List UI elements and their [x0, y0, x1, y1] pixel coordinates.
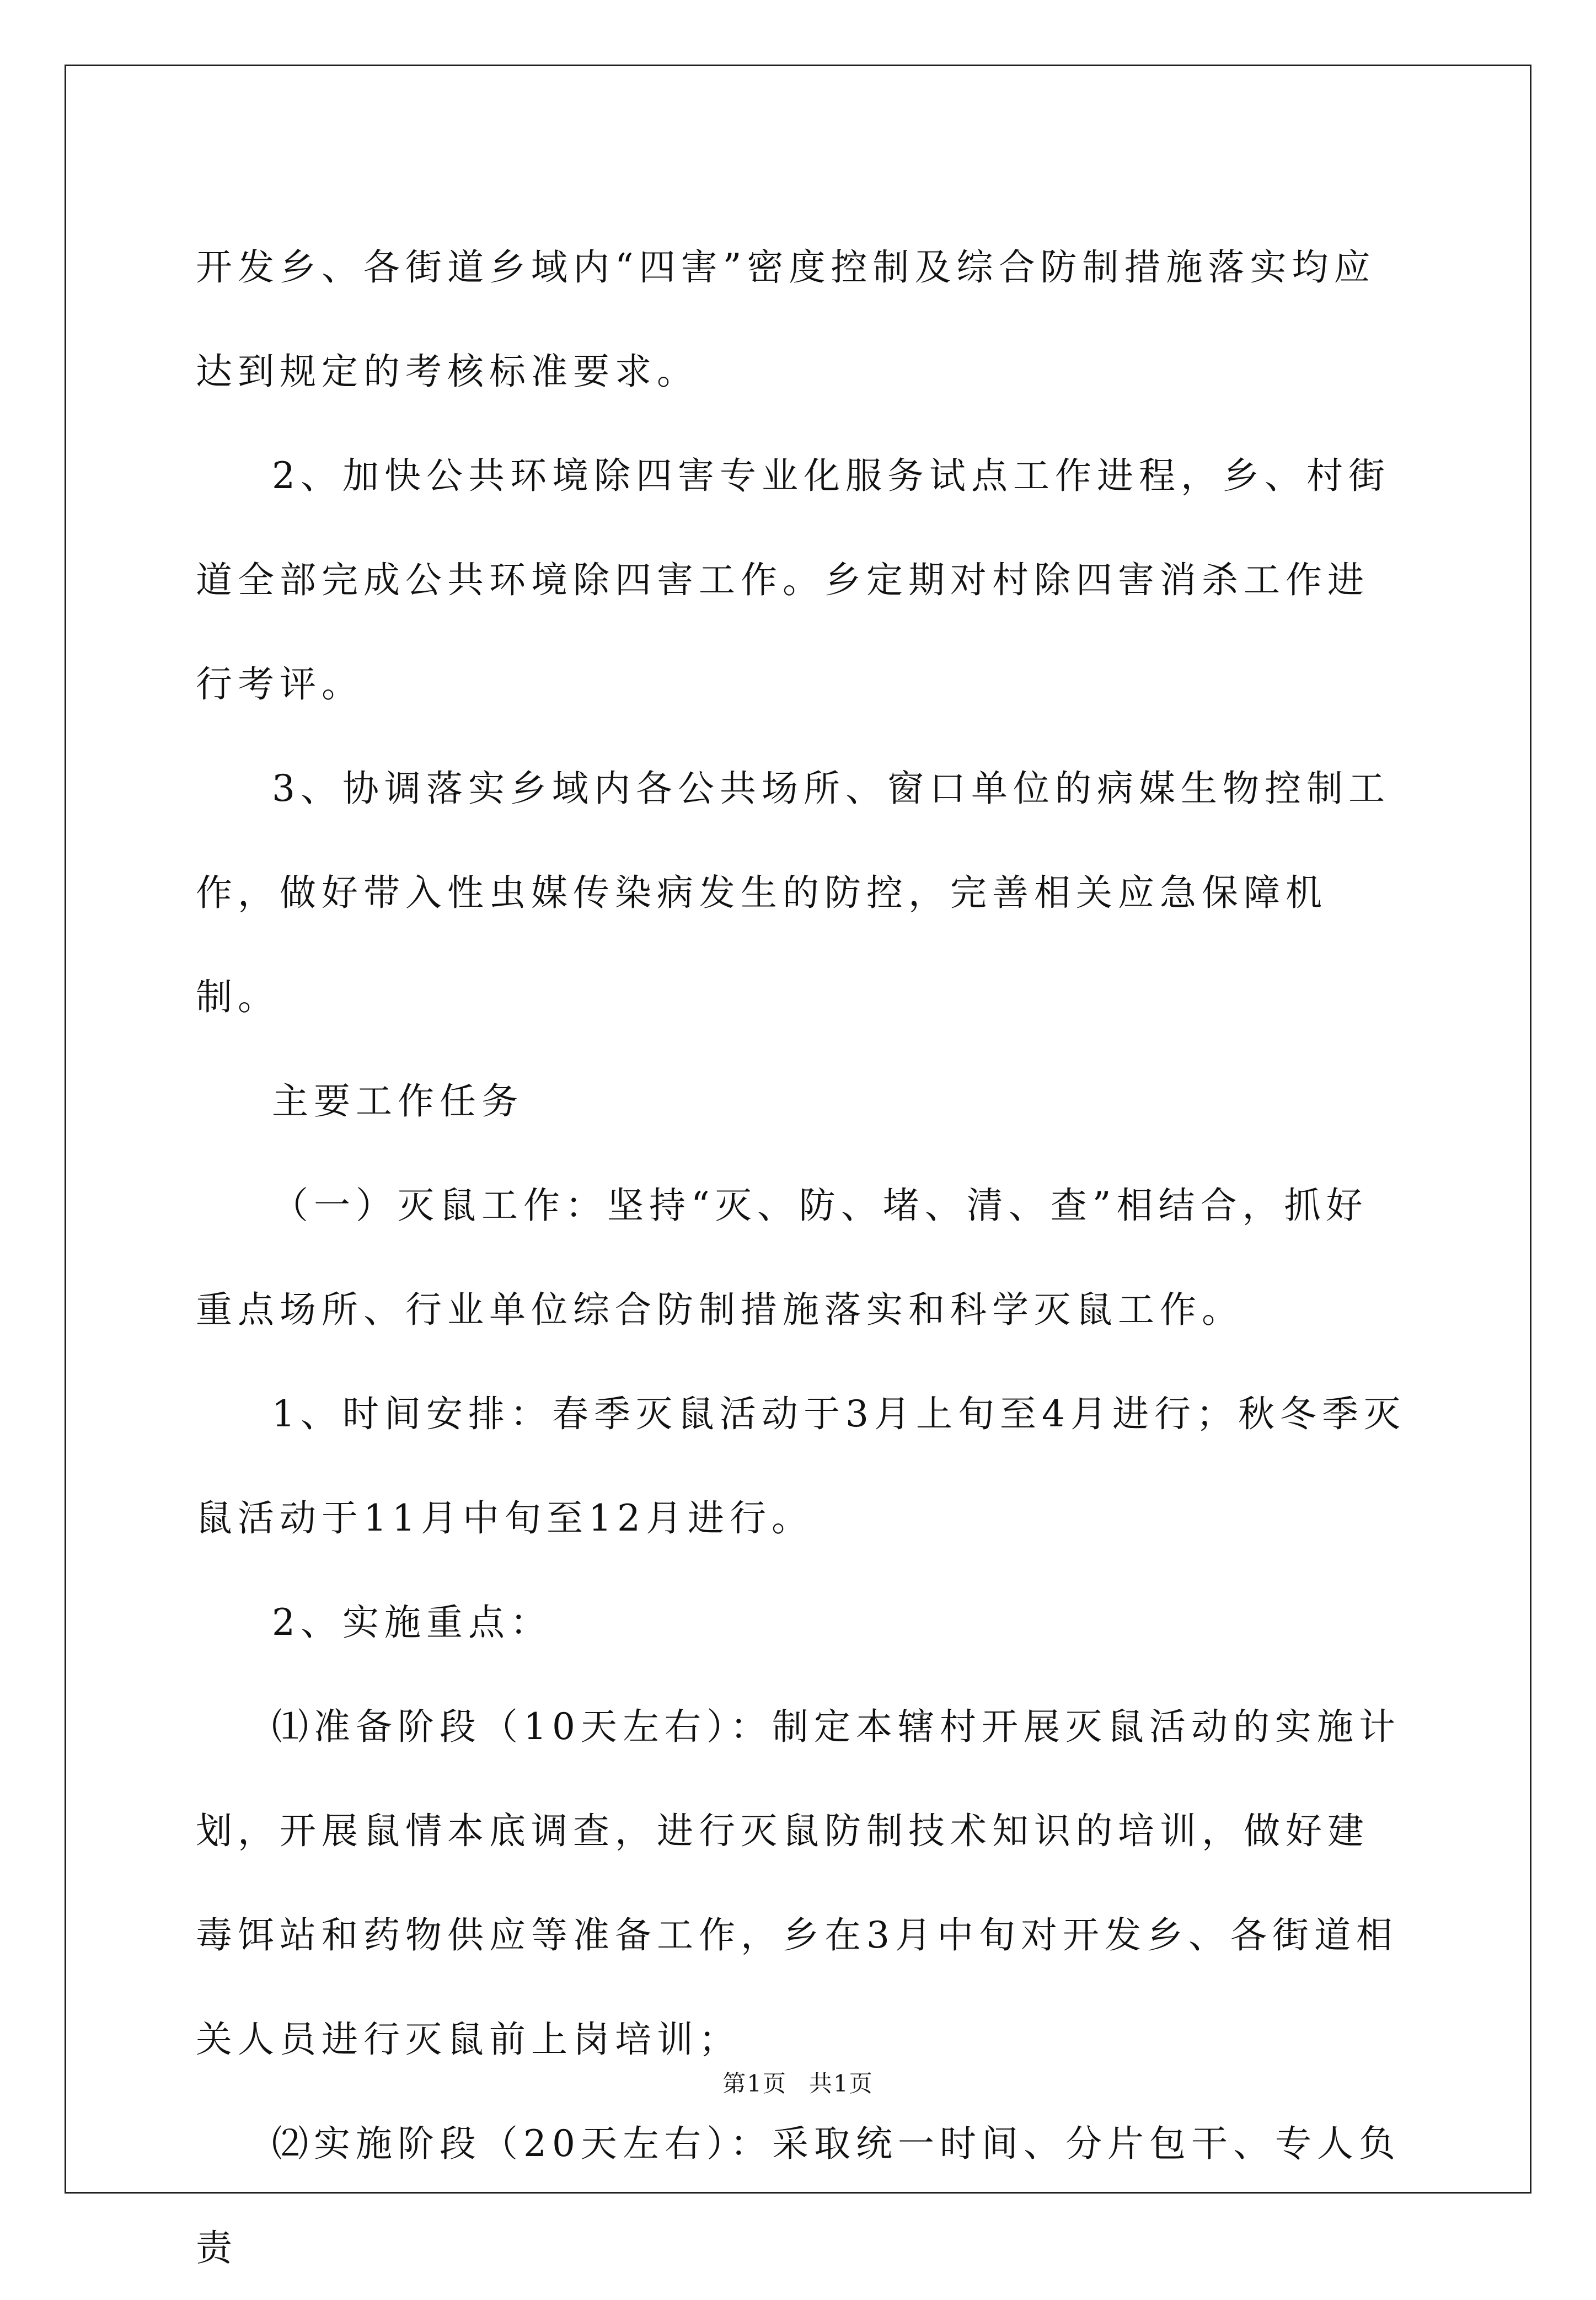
paragraph-1: 开发乡、各街道乡域内“四害”密度控制及综合防制措施落实均应达到规定的考核标准要求。: [196, 246, 1376, 393]
paragraph-6: 1、时间安排：春季灭鼠活动于3月上旬至4月进行；秋冬季灭鼠活动于11月中旬至12月进行。: [196, 1393, 1406, 1539]
page-number-total: 共1页: [809, 2070, 874, 2097]
paragraph-9: ⑵实施阶段（20天左右）：采取统一时间、分片包干、专人负责: [196, 2122, 1401, 2269]
paragraph-3: 3、协调落实乡域内各公共场所、窗口单位的病媒生物控制工作，做好带入性虫媒传染病发生的防控，完善相关应急保障机制。: [196, 767, 1390, 1018]
page-footer: [0, 2066, 1596, 2099]
section-heading: 主要工作任务: [272, 1080, 523, 1122]
paragraph-2: 2、加快公共环境除四害专业化服务试点工作进程，乡、村街道全部完成公共环境除四害工作。乡定期对村除四害消杀工作进行考评。: [196, 454, 1390, 705]
paragraph-7: 2、实施重点：: [272, 1601, 552, 1644]
page-number-current: 第1页: [722, 2070, 787, 2097]
paragraph-5: （一）灭鼠工作：坚持“灭、防、堵、清、查”相结合，抓好重点场所、行业单位综合防制措施落实和科学灭鼠工作。: [196, 1184, 1368, 1331]
paragraph-8: ⑴准备阶段（10天左右）：制定本辖村开展灭鼠活动的实施计划，开展鼠情本底调查，进行灭鼠防制技术知识的培训，做好建毒饵站和药物供应等准备工作，乡在3月中旬对开发乡、各街道相关人员进行灭鼠前上岗培训；: [196, 1705, 1401, 2061]
document-body: [196, 215, 1409, 2300]
